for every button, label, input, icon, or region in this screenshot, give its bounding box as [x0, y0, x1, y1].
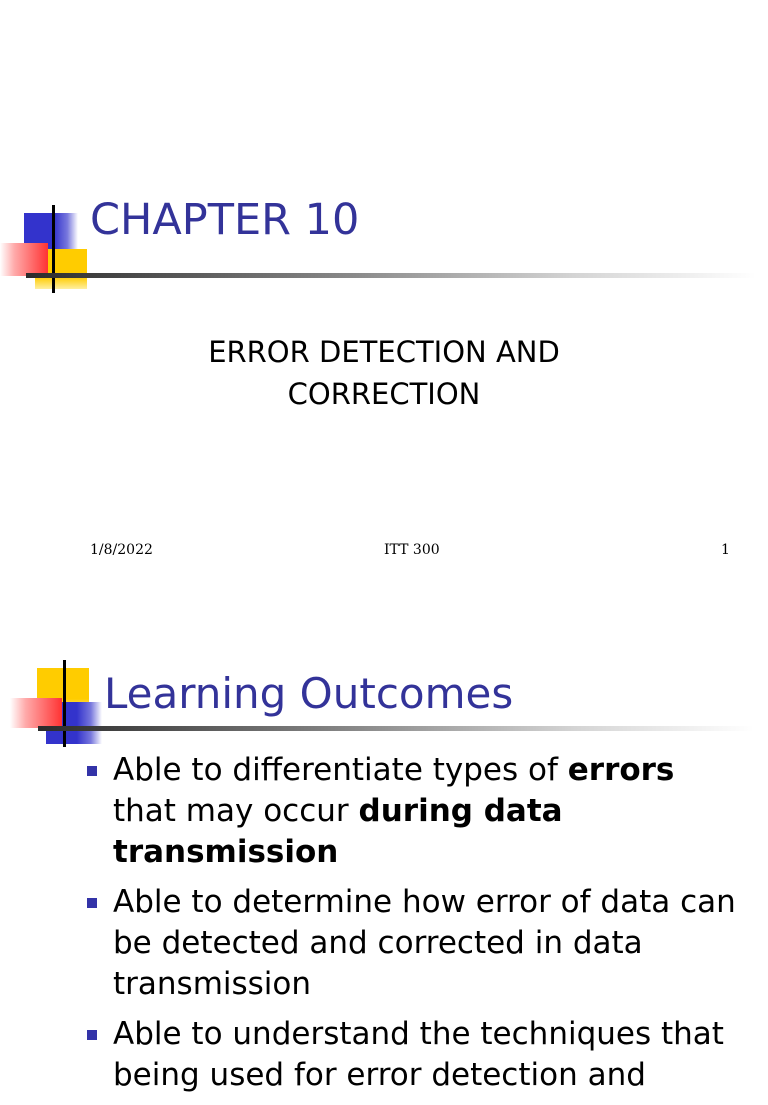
deco-vertical-line — [52, 205, 55, 293]
slide-learning-outcomes — [0, 590, 768, 1093]
outcome-text-part: that may occur — [113, 793, 359, 829]
outcome-text: Able to determine how error of data can be detected and corrected in data transmission — [113, 884, 736, 1002]
outcome-emphasis: during data transmission — [113, 793, 563, 870]
list-item — [0, 1014, 768, 1096]
list-item — [0, 750, 768, 873]
title-underline — [26, 273, 756, 278]
outcome-text-part: Able to differentiate types of — [113, 752, 568, 788]
footer-course: ITT 300 — [384, 542, 440, 558]
square-bullet-icon — [87, 1030, 97, 1040]
footer-date: 1/8/2022 — [90, 542, 153, 558]
list-item — [0, 882, 768, 1005]
square-bullet-icon — [87, 766, 97, 776]
deco-red-bar — [10, 698, 62, 728]
title-underline — [38, 726, 754, 731]
slide-title: CHAPTER 10 — [90, 195, 360, 245]
outcome-emphasis: errors — [567, 752, 675, 788]
footer-page-number: 1 — [721, 542, 730, 558]
outcomes-list — [0, 750, 768, 1105]
outcome-text: Able to understand the techniques that being used for error detection and — [113, 1016, 724, 1093]
slide-title: Learning Outcomes — [104, 669, 514, 718]
slide-subtitle-line-2: CORRECTION — [287, 377, 481, 411]
deco-vertical-line — [63, 660, 66, 747]
slide-subtitle-line-1: ERROR DETECTION AND — [208, 335, 560, 369]
outcome-text — [113, 752, 674, 870]
deco-red-bar — [0, 243, 48, 276]
square-bullet-icon — [87, 898, 97, 908]
